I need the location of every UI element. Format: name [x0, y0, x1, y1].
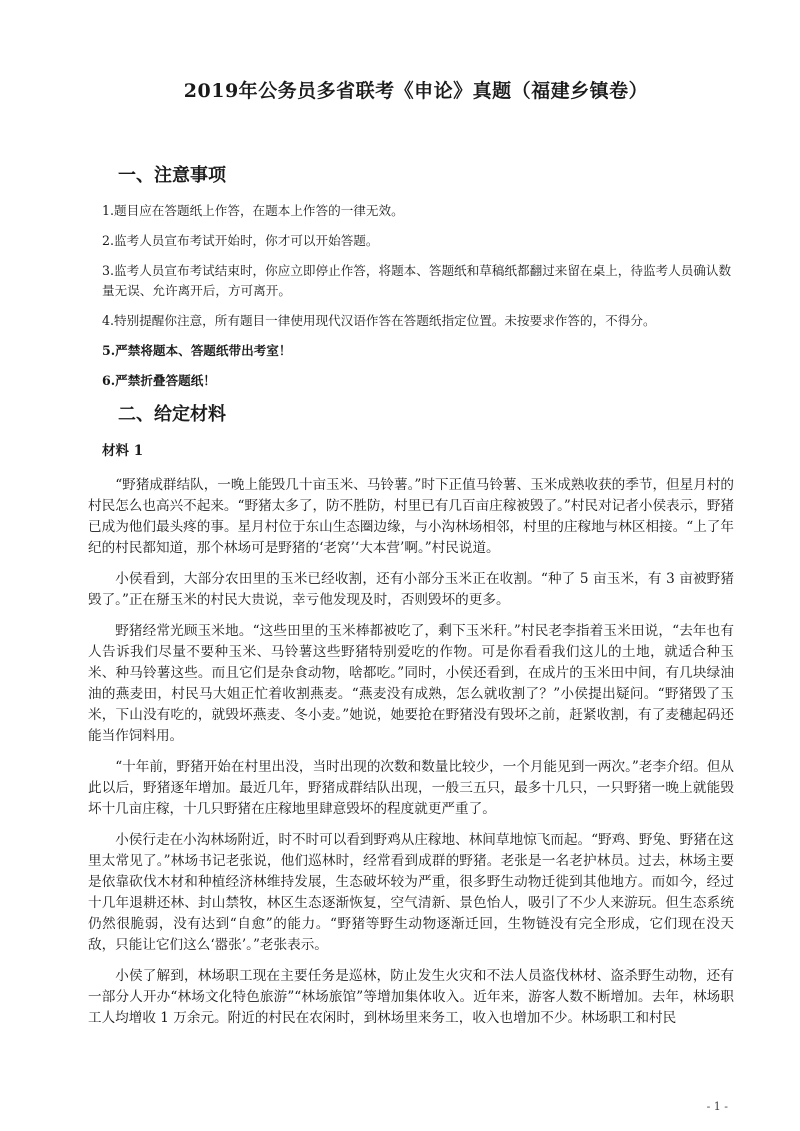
material-paragraph: 小侯看到，大部分农田里的玉米已经收割，还有小部分玉米正在收割。“种了 5 亩玉米，有 3 亩被野猪毁了。”正在掰玉米的村民大贵说，幸亏他发现及时，否则毁坏的更多。 — [88, 571, 734, 608]
notice-item: 5.严禁将题本、答题纸带出考室！ — [102, 343, 292, 358]
material-paragraph: “十年前，野猪开始在村里出没，当时出现的次数和数量比较少，一个月能见到一两次。”老李介绍。但从此以后，野猪逐年增加。最近几年，野猪成群结队出现，一般三五只，最多十几只，一只野猪一晚上就能毁坏十几亩庄稼，十几只野猪在庄稼地里肆意毁坏的程度就更严重了。 — [88, 759, 735, 817]
section-heading-notice: 一、注意事项 — [118, 165, 226, 186]
notice-item: 2.监考人员宣布考试开始时，你才可以开始答题。 — [102, 233, 379, 248]
material-paragraph: 小侯了解到，林场职工现在主要任务是巡林，防止发生火灾和不法人员盗伐林材、盗杀野生动物，还有一部分人开办“林场文化特色旅游”“林场旅馆”等增加集体收入。近年来，游客人数不断增加。去年，林场职工人均增收 1 万余元。附近的村民在农闲时，到林场里来务工，收入也增加不少。林场职工和村民 — [88, 968, 734, 1026]
material-paragraph: “野猪成群结队，一晚上能毁几十亩玉米、马铃薯。”时下正值马铃薯、玉米成熟收获的季节，但星月村的村民怎么也高兴不起来。“野猪太多了，防不胜防，村里已有几百亩庄稼被毁了。”村民对记者小侯表示，野猪已成为他们最头疼的事。星月村位于东山生态圈边缘，与小沟林场相邻，村里的庄稼地与林区相接。“上了年纪的村民都知道，那个林场可是野猪的‘老窝’‘大本营’啊。”村民说道。 — [88, 477, 735, 556]
notice-item: 1.题目应在答题纸上作答，在题本上作答的一律无效。 — [102, 203, 404, 218]
material-paragraph: 野猪经常光顾玉米地。“这些田里的玉米棒都被吃了，剩下玉米秆。”村民老李指着玉米田说，“去年也有人告诉我们尽量不要种玉米、马铃薯这些野猪特别爱吃的作物。可是你看看我们这儿的土地，就适合种玉米、种马铃薯这些。而且它们是杂食动物，啥都吃。”同时，小侯还看到，在成片的玉米田中间，有几块绿油油的燕麦田，村民马大姐正忙着收割燕麦。“燕麦没有成熟，怎么就收割了？”小侯提出疑问。“野猪毁了玉米，下山没有吃的，就毁坏燕麦、冬小麦。”她说，她要抢在野猪没有毁坏之前，赶紧收割，有了麦穗起码还能当作饲料用。 — [88, 623, 734, 744]
material-label: 材料 1 — [102, 443, 144, 459]
notice-item: 4.特别提醒你注意，所有题目一律使用现代汉语作答在答题纸指定位置。未按要求作答的，不得分。 — [102, 313, 656, 328]
material-paragraph: 小侯行走在小沟林场附近，时不时可以看到野鸡从庄稼地、林间草地惊飞而起。“野鸡、野兔、野猪在这里太常见了。”林场书记老张说，他们巡林时，经常看到成群的野猪。老张是一名老护林员。过去，林场主要是依靠砍伐木材和种植经济林维持发展，生态破坏较为严重，很多野生动物迁徙到其他地方。而如今，经过十几年退耕还林、封山禁牧，林区生态逐渐恢复，空气清新、景色怡人，吸引了不少人来游玩。但生态系统仍然很脆弱，没有达到“自愈”的能力。“野猪等野生动物逐渐迁回，生物链没有完全形成，它们现在没天敌，只能让它们这么‘嚣张’。”老张表示。 — [88, 832, 734, 953]
notice-list — [78, 201, 734, 391]
notice-item: 3.监考人员宣布考试结束时，你应立即停止作答，将题本、答题纸和草稿纸都翻过来留在桌上，待监考人员确认数量无误、允许离开后，方可离开。 — [102, 263, 732, 298]
section-heading-materials: 二、给定材料 — [118, 404, 226, 425]
page-number: - 1 - — [706, 1100, 728, 1113]
notice-item: 6.严禁折叠答题纸！ — [102, 373, 216, 388]
document-title: 2019年公务员多省联考《申论》真题（福建乡镇卷） — [183, 80, 649, 102]
